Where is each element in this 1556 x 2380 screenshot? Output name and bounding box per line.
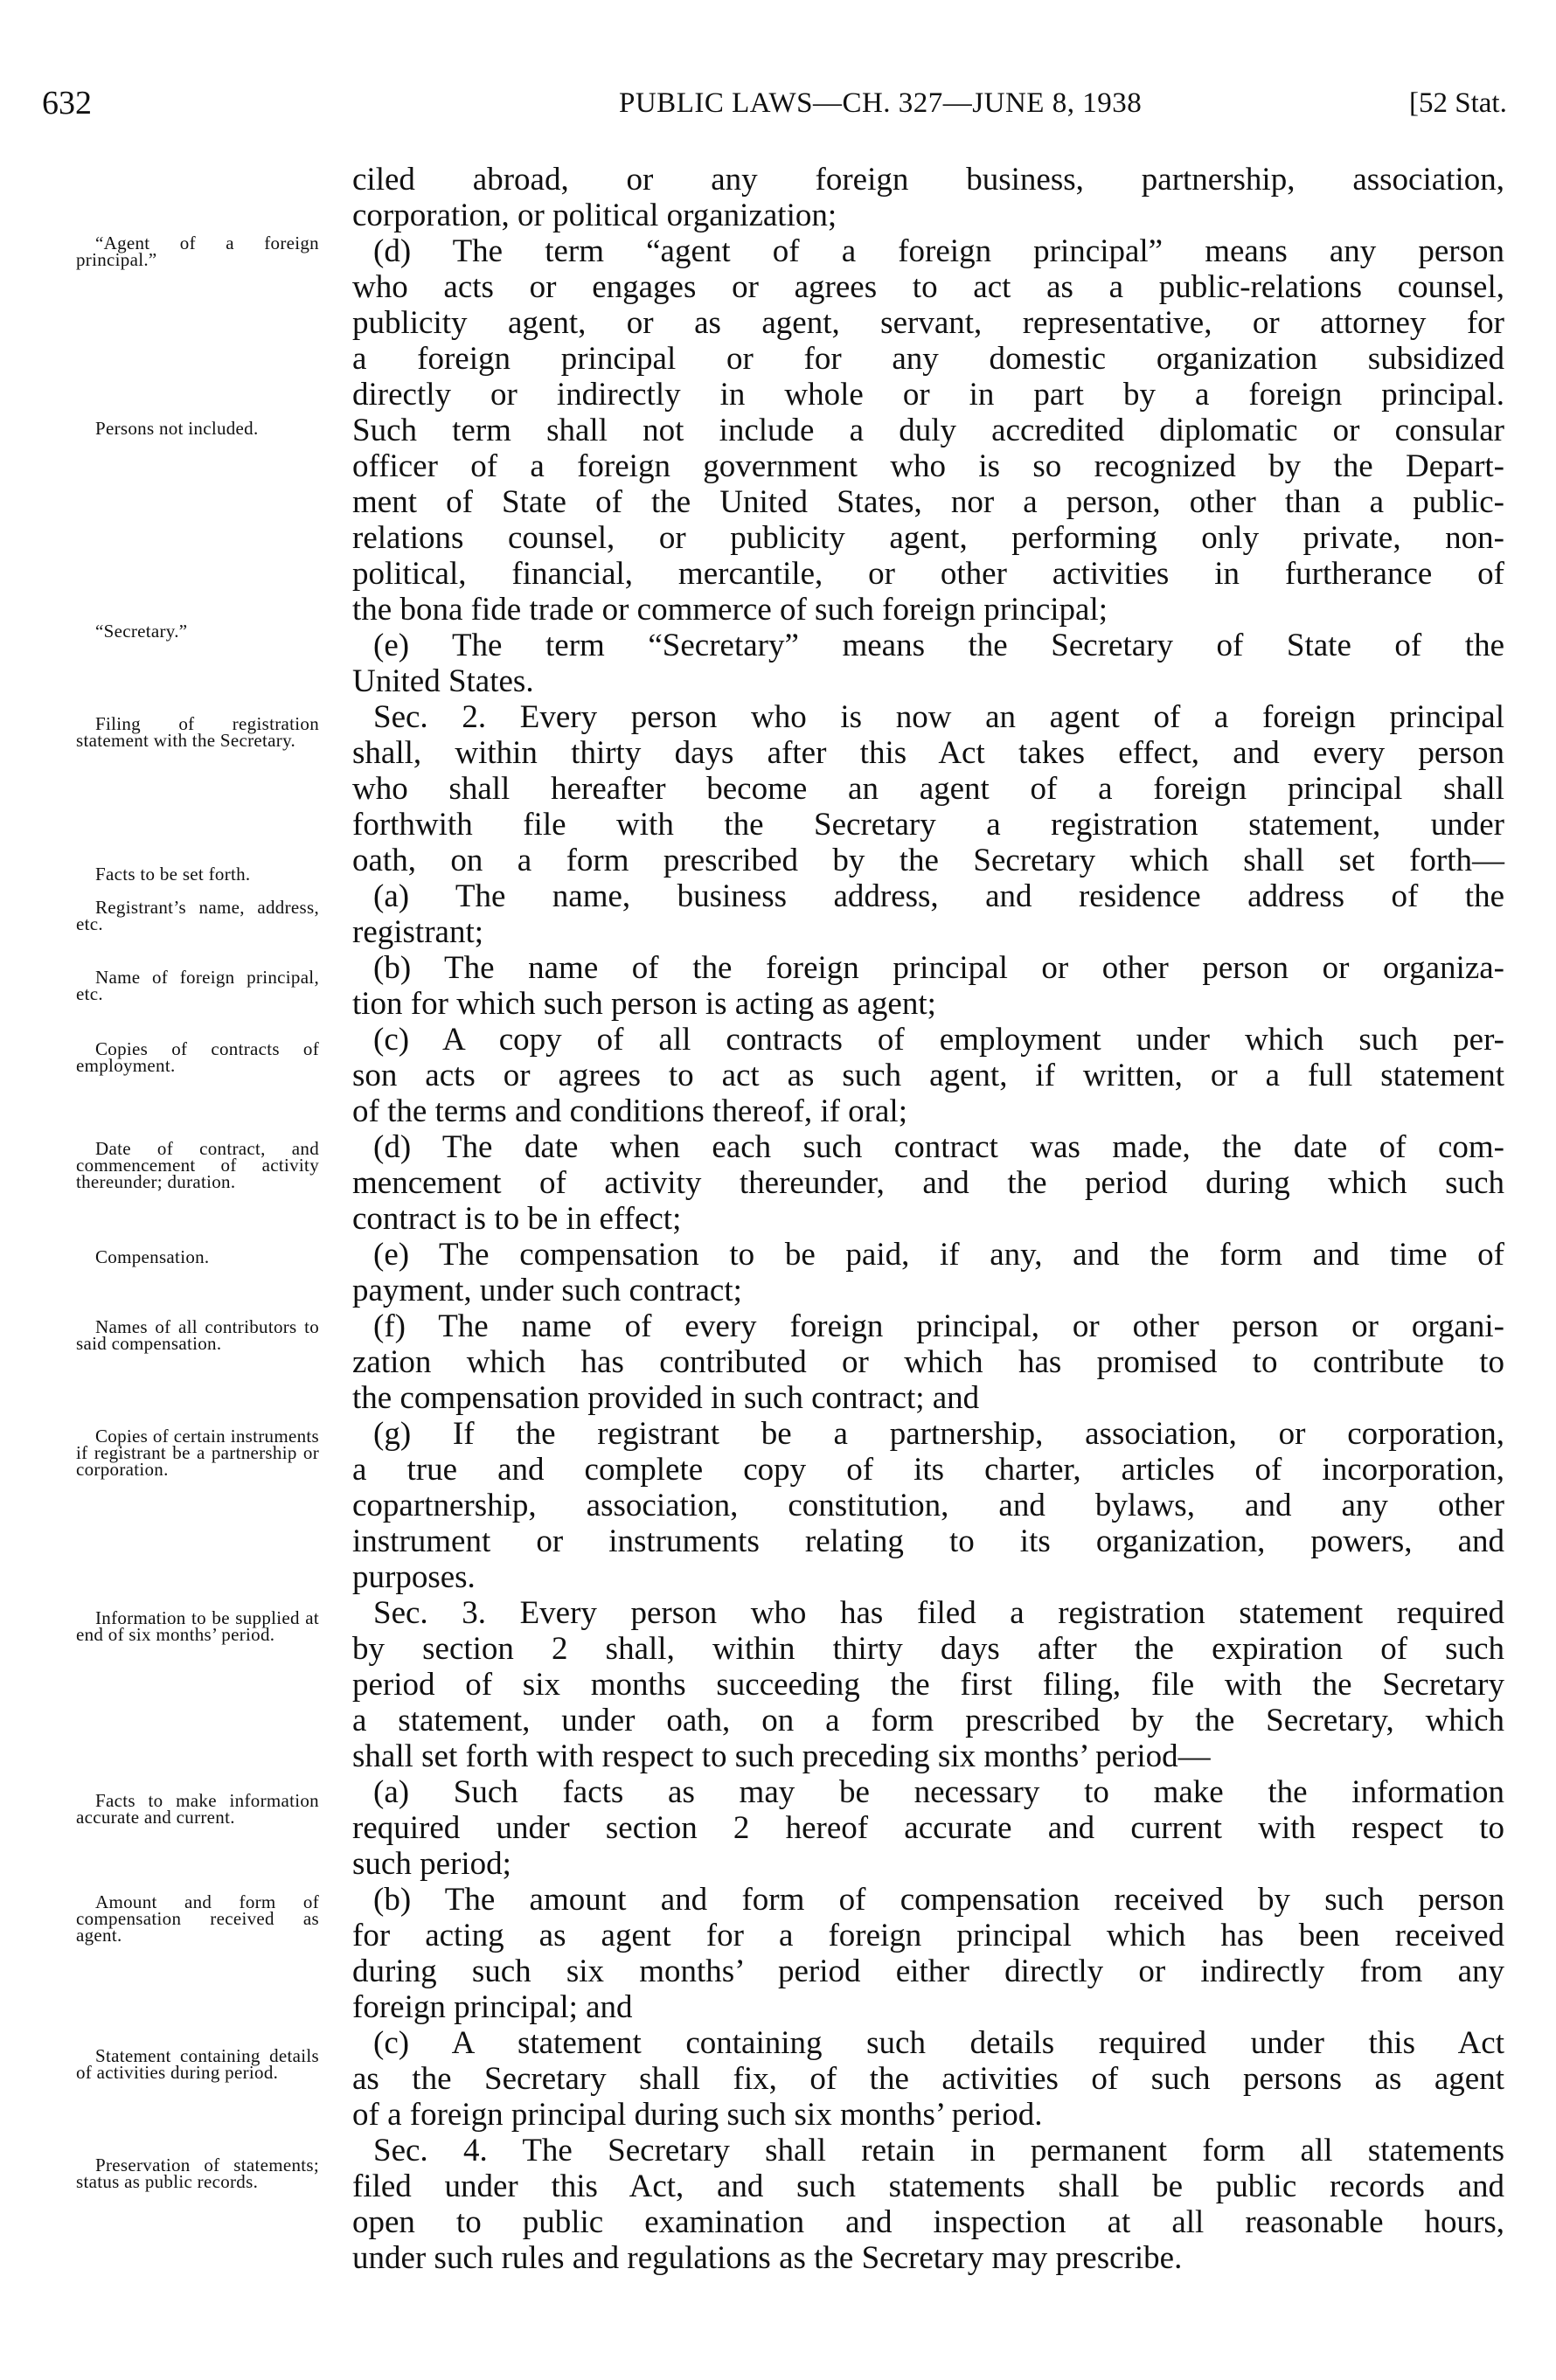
margin-note: Copies of certain instruments if registrant be a partnership or corporation. [76,1426,319,1480]
margin-note: Date of contract, and commencement of activity thereunder; duration. [76,1138,319,1192]
text-line: (c) A statement containing such details required under this Act [373,2025,1504,2061]
text-line: oath, on a form prescribed by the Secretary which shall set forth— [352,843,1504,878]
text-line: such period; [352,1846,511,1882]
margin-note: Preservation of statements; status as public records. [76,2154,319,2192]
text-line: required under section 2 hereof accurate and current with respect to [352,1810,1504,1846]
text-line: copartnership, association, constitution, and bylaws, and any other [352,1488,1504,1523]
text-line: directly or indirectly in whole or in part by a foreign principal. [352,377,1504,413]
margin-note: Information to be supplied at end of six months’ period. [76,1607,319,1645]
text-line: a true and complete copy of its charter, articles of incorporation, [352,1452,1504,1488]
text-line: a statement, under oath, on a form prescribed by the Secretary, which [352,1703,1504,1738]
margin-note: Facts to be set forth. [95,864,251,885]
text-line: as the Secretary shall fix, of the activities of such persons as agent [352,2061,1504,2097]
text-line: relations counsel, or publicity agent, performing only private, non- [352,520,1504,556]
statute-body-text [352,162,1504,2276]
text-line: mencement of activity thereunder, and the period during which such [352,1165,1504,1201]
volume-reference: [52 Stat. [1409,87,1507,119]
running-head: PUBLIC LAWS—CH. 327—JUNE 8, 1938 [619,87,1143,119]
margin-note: Name of foreign principal, etc. [76,967,319,1004]
margin-note: Statement containing details of activities during period. [76,2045,319,2083]
margin-note: Facts to make information accurate and current. [76,1790,319,1828]
text-line: contract is to be in effect; [352,1201,682,1237]
page-number: 632 [42,85,92,121]
text-line: purposes. [352,1559,476,1595]
text-line: by section 2 shall, within thirty days after the expiration of such [352,1631,1504,1667]
text-line: (a) The name, business address, and residence address of the [373,878,1504,914]
text-line: Sec. 4. The Secretary shall retain in permanent form all statements [373,2133,1504,2168]
text-line: the bona fide trade or commerce of such foreign principal; [352,592,1108,628]
text-line: foreign principal; and [352,1989,633,2025]
text-line: who shall hereafter become an agent of a foreign principal shall [352,771,1504,807]
text-line: instrument or instruments relating to its organization, powers, and [352,1523,1504,1559]
text-line: the compensation provided in such contract; and [352,1380,980,1416]
text-line: United States. [352,663,534,699]
text-line: (d) The term “agent of a foreign principal” means any person [373,233,1504,269]
text-line: who acts or engages or agrees to act as a public-relations counsel, [352,269,1504,305]
text-line: for acting as agent for a foreign principal which has been received [352,1918,1504,1953]
text-line: forthwith file with the Secretary a registration statement, under [352,807,1504,843]
text-line: son acts or agrees to act as such agent, if written, or a full statement [352,1058,1504,1093]
margin-note: Registrant’s name, address, etc. [76,897,319,934]
text-line: (e) The compensation to be paid, if any, and the form and time of [373,1237,1504,1273]
text-line: (d) The date when each such contract was made, the date of com- [373,1129,1504,1165]
text-line: (b) The amount and form of compensation received by such person [373,1882,1504,1918]
margin-note: Amount and form of compensation received as agent. [76,1891,319,1946]
margin-note: Filing of registration statement with the Secretary. [76,713,319,751]
text-line: zation which has contributed or which has promised to contribute to [352,1344,1504,1380]
margin-note: “Agent of a foreign principal.” [76,232,319,270]
text-line: Such term shall not include a duly accredited diplomatic or consular [352,413,1504,448]
text-line: of a foreign principal during such six months’ period. [352,2097,1043,2133]
text-line: political, financial, mercantile, or other activities in furtherance of [352,556,1504,592]
text-line: officer of a foreign government who is so recognized by the Depart- [352,448,1504,484]
text-line: (g) If the registrant be a partnership, association, or corporation, [373,1416,1504,1452]
text-line: (a) Such facts as may be necessary to make the information [373,1774,1504,1810]
text-line: shall set forth with respect to such preceding six months’ period— [352,1738,1211,1774]
text-line: (b) The name of the foreign principal or other person or organiza- [373,950,1504,986]
margin-note: Compensation. [95,1246,210,1267]
text-line: (f) The name of every foreign principal, or other person or organi- [373,1308,1504,1344]
margin-note: Names of all contributors to said compensation. [76,1316,319,1354]
margin-note: Copies of contracts of employment. [76,1038,319,1076]
text-line: (c) A copy of all contracts of employment under which such per- [373,1022,1504,1058]
text-line: open to public examination and inspection at all reasonable hours, [352,2204,1504,2240]
text-line: period of six months succeeding the first filing, file with the Secretary [352,1667,1504,1703]
text-line: ciled abroad, or any foreign business, partnership, association, [352,162,1504,198]
text-line: registrant; [352,914,484,950]
text-line: Sec. 2. Every person who is now an agent of a foreign principal [373,699,1504,735]
text-line: under such rules and regulations as the Secretary may prescribe. [352,2240,1183,2276]
text-line: payment, under such contract; [352,1273,742,1308]
text-line: filed under this Act, and such statements shall be public records and [352,2168,1504,2204]
text-line: a foreign principal or for any domestic organization subsidized [352,341,1504,377]
margin-note: Persons not included. [95,418,259,439]
text-line: shall, within thirty days after this Act takes effect, and every person [352,735,1504,771]
text-line: corporation, or political organization; [352,198,837,233]
text-line: during such six months’ period either directly or indirectly from any [352,1953,1504,1989]
margin-note: “Secretary.” [95,621,188,642]
text-line: of the terms and conditions thereof, if oral; [352,1093,907,1129]
text-line: ment of State of the United States, nor a person, other than a public- [352,484,1504,520]
text-line: publicity agent, or as agent, servant, representative, or attorney for [352,305,1504,341]
text-line: Sec. 3. Every person who has filed a registration statement required [373,1595,1504,1631]
text-line: (e) The term “Secretary” means the Secretary of State of the [373,628,1504,663]
text-line: tion for which such person is acting as agent; [352,986,936,1022]
